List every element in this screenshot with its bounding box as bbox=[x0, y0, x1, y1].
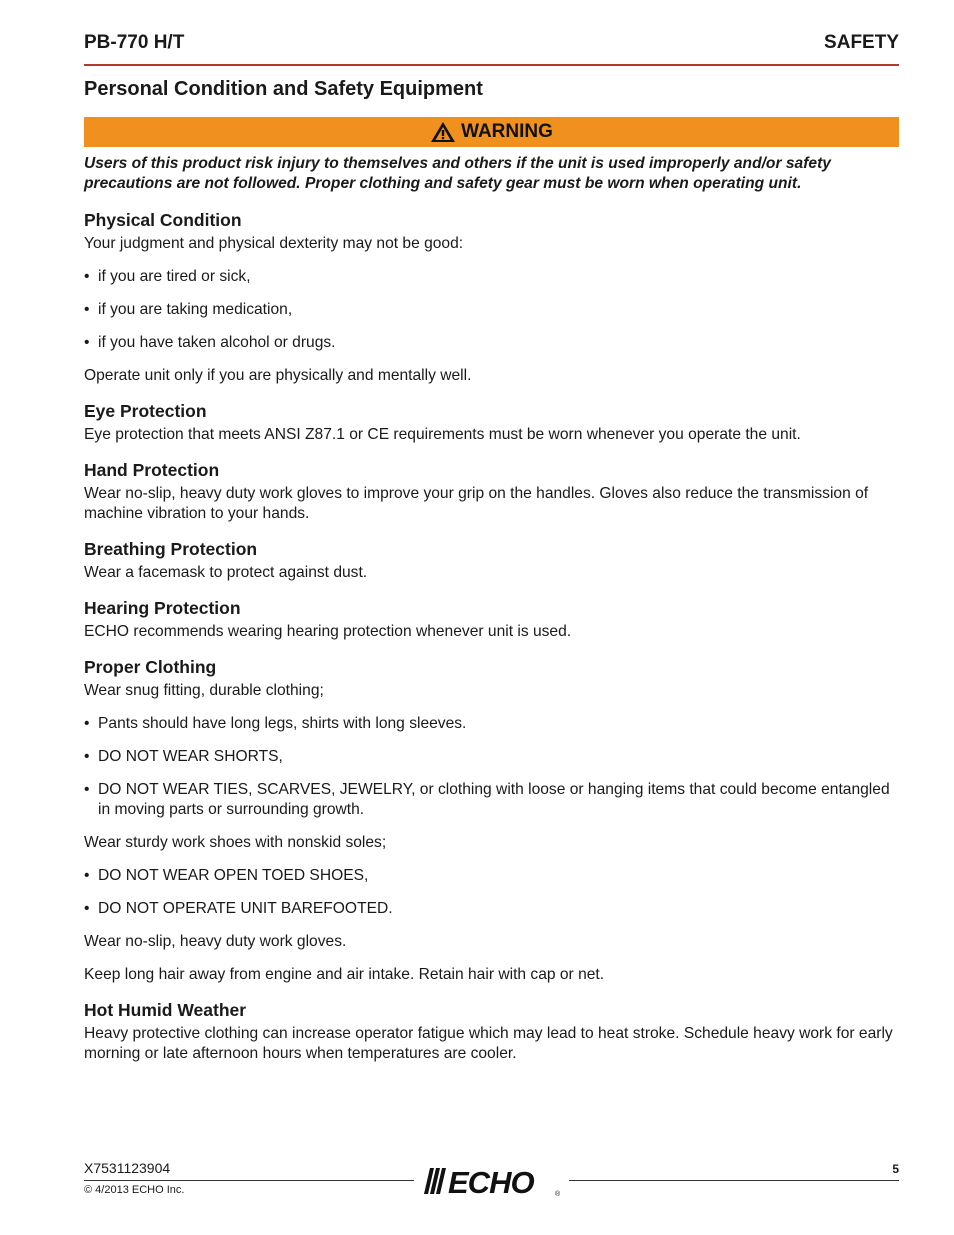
list-item: • if you are tired or sick, bbox=[84, 267, 899, 287]
breathing-heading: Breathing Protection bbox=[84, 539, 258, 559]
list-item: • DO NOT WEAR SHORTS, bbox=[84, 747, 899, 767]
list-item: • DO NOT OPERATE UNIT BAREFOOTED. bbox=[84, 899, 899, 919]
warning-triangle-icon bbox=[430, 121, 456, 143]
warning-banner bbox=[84, 117, 899, 147]
svg-text:®: ® bbox=[555, 1191, 561, 1198]
footer-divider-left bbox=[84, 1180, 414, 1181]
page-footer bbox=[84, 1160, 899, 1210]
physical-list bbox=[84, 267, 899, 353]
clothing-list bbox=[84, 714, 899, 820]
list-item: • if you are taking medication, bbox=[84, 300, 899, 320]
gloves-text: Wear no-slip, heavy duty work gloves. bbox=[84, 933, 347, 950]
physical-heading: Physical Condition bbox=[84, 210, 242, 230]
hand-text: Wear no-slip, heavy duty work gloves to improve your grip on the handles. Gloves also reduce the transmission of machine vibration to your hands. bbox=[84, 485, 869, 522]
page-number: 5 bbox=[892, 1162, 899, 1176]
shoes-intro: Wear sturdy work shoes with nonskid soles; bbox=[84, 834, 387, 851]
hand-heading: Hand Protection bbox=[84, 460, 220, 480]
footer-divider-right bbox=[569, 1180, 899, 1181]
clothing-intro: Wear snug fitting, durable clothing; bbox=[84, 682, 324, 699]
copyright: © 4/2013 ECHO Inc. bbox=[84, 1184, 185, 1196]
page-header bbox=[84, 30, 899, 60]
svg-text:ECHO: ECHO bbox=[448, 1165, 534, 1198]
list-item: • if you have taken alcohol or drugs. bbox=[84, 333, 899, 353]
hearing-heading: Hearing Protection bbox=[84, 598, 241, 618]
clothing-heading: Proper Clothing bbox=[84, 657, 217, 677]
breathing-text: Wear a facemask to protect against dust. bbox=[84, 564, 368, 581]
physical-intro: Your judgment and physical dexterity may not be good: bbox=[84, 235, 464, 252]
eye-heading: Eye Protection bbox=[84, 401, 207, 421]
document-code: X7531123904 bbox=[84, 1160, 171, 1176]
hair-text: Keep long hair away from engine and air intake. Retain hair with cap or net. bbox=[84, 966, 605, 983]
warning-label: WARNING bbox=[461, 121, 553, 142]
weather-text: Heavy protective clothing can increase operator fatigue which may lead to heat stroke. Schedule heavy work for early morning or late afternoon hours when temperatures are cooler. bbox=[84, 1025, 893, 1062]
list-item: • Pants should have long legs, shirts with long sleeves. bbox=[84, 714, 899, 734]
list-item: • DO NOT WEAR TIES, SCARVES, JEWELRY, or clothing with loose or hanging items that could become entangled in moving parts or surrounding growth. bbox=[84, 780, 899, 820]
warning-text: Users of this product risk injury to themselves and others if the unit is used improperly and/or safety precautions are not followed. Proper clothing and safety gear must be worn when operating unit. bbox=[84, 155, 831, 192]
section-title: SAFETY bbox=[824, 32, 899, 53]
model-number: PB-770 H/T bbox=[84, 32, 185, 53]
content-body bbox=[84, 206, 899, 1064]
list-item: • DO NOT WEAR OPEN TOED SHOES, bbox=[84, 866, 899, 886]
header-divider bbox=[84, 64, 899, 66]
weather-heading: Hot Humid Weather bbox=[84, 1000, 247, 1020]
echo-logo bbox=[422, 1164, 564, 1198]
shoes-list bbox=[84, 866, 899, 919]
page-title: Personal Condition and Safety Equipment bbox=[84, 78, 483, 100]
hearing-text: ECHO recommends wearing hearing protection whenever unit is used. bbox=[84, 623, 572, 640]
physical-outro: Operate unit only if you are physically and mentally well. bbox=[84, 367, 472, 384]
eye-text: Eye protection that meets ANSI Z87.1 or CE requirements must be worn whenever you operate the unit. bbox=[84, 426, 801, 443]
